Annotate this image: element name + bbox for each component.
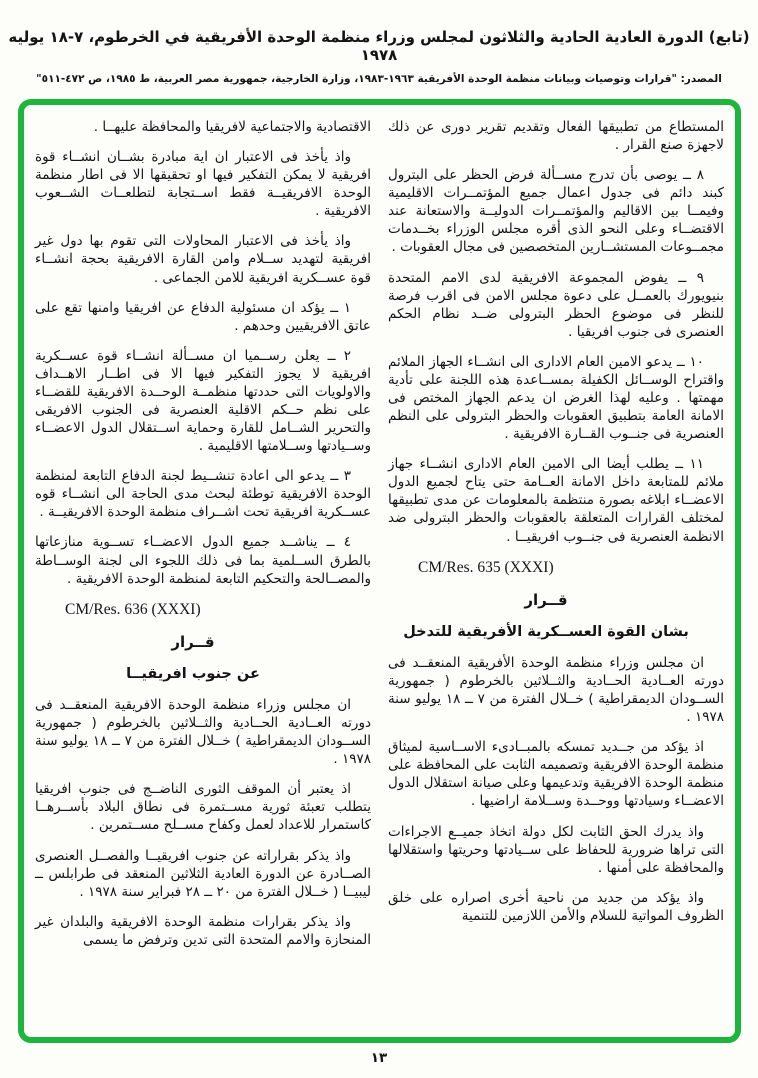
paragraph: ٩ ــ يفوض المجموعة الافريقية لدى الامم المتحدة بنيويورك بالعمــل على دعوة مجلس الامن فى اقرب فرصة للنظر فى موضوع الحظر البترولى ضــد نظام الحكم العنصرى فى جنوب افريقيا . xyxy=(388,269,724,340)
paragraph: الاقتصادية والاجتماعية لافريقيا والمحافظة عليهــا . xyxy=(93,119,371,135)
resolution-code-636: CM/Res. 636 (XXXI) xyxy=(65,600,201,618)
column-left xyxy=(35,118,371,1031)
paragraph: ٤ ــ يناشــد جميع الدول الاعضــاء تســوية منازعاتها بالطرق الســلمية بما فى ذلك اللجوء الى لجنة الوســاطة والمصــالحة والتحكيم التابعة لمنظمة الوحدة الافريقية . xyxy=(35,534,371,587)
paragraph: ١١ ــ يطلب أيضا الى الامين العام الادارى انشــاء جهاز ملائم للمتابعة داخل الامانة العــامة حتى يتاح لجميع الدول الاعضــاء ابلاغه بصورة منتظمة بالمعلومات عن مدى تطبيقها لمختلف القرارات المتعلقة بالعقوبات والحظر البترولى ضد الانظمة العنصرية فى جنــوب افريقيــا . xyxy=(388,456,724,545)
page-number: ١٣ xyxy=(370,1050,388,1066)
resolution-heading: قــرار xyxy=(524,591,568,610)
page-header xyxy=(0,28,758,85)
paragraph: ان مجلس وزراء منظمة الوحدة الأفريقية المنعقــد فى دورته العــادية الحــادية والثــلاثين بالخرطوم ( جمهورية الســودان الديمقراطية ) خــلال الفترة من ٧ ــ ١٨ يوليو سنة ١٩٧٨ . xyxy=(388,654,724,726)
header-session-title: (تابع) الدورة العادية الحادية والثلاثون لمجلس وزراء منظمة الوحدة الأفريقية في الخرطوم، ٧-١٨ يوليه ١٩٧٨ xyxy=(8,28,750,64)
paragraph: اذ يعتبر أن الموقف الثورى الناضــج فى جنوب افريقيا يتطلب تعبئة ثورية مســتمرة فى نطاق البلاد بأســرهــا كاستمرار للاعداد لعمل وكفاح مســلح مســتمرين . xyxy=(35,781,371,834)
paragraph: المستطاع من تطبيقها الفعال وتقديم تقرير دورى عن ذلك لاجهزة صنع القرار . xyxy=(388,119,724,154)
paragraph: واذ يأخذ فى الاعتبار المحاولات التى تقوم بها دول غير افريقية لتهديد ســلام وامن القارة الافريقية بحجة انشــاء قوة عســكرية افريقية للامن الجماعى . xyxy=(35,233,371,286)
header-source-citation: المصدر: "قرارات وتوصيات وبيانات منظمة الوحدة الأفريقية ١٩٦٣-١٩٨٣، وزارة الخارجية، جمهورية مصر العربية، ط ١٩٨٥، ص ٤٧٢-٥١١" xyxy=(36,73,722,85)
paragraph: ١ ــ يؤكد ان مسئولية الدفاع عن افريقيا وامنها تقع على عاتق الافريقيين وحدهم . xyxy=(35,299,371,334)
paragraph: ان مجلس وزراء منظمة الوحدة الافريقية المنعقــد فى دورته العــادية الحــادية والثــلاثين بالخرطوم ( جمهورية الســودان الديمقراطية ) خــلال الفترة من ٧ ــ ١٨ يوليو سنة ١٩٧٨ . xyxy=(35,697,371,768)
paragraph: واذ يدرك الحق الثابت لكل دولة اتخاذ جميــع الاجراءات التى تراها ضرورية للحفاظ على ســيادتها وحريتها واستقلالها والمحافظة على أمنها . xyxy=(388,823,724,876)
two-column-layout xyxy=(35,118,724,1031)
paragraph: واذ يؤكد من جديد من ناحية أخرى اصراره على خلق الظروف المواتية للسلام والأمن اللازمين للتنمية xyxy=(388,889,724,924)
paragraph: واذ يأخذ فى الاعتبار ان اية مبادرة بشــان انشــاء قوة افريقية لا يمكن التفكير فيها او تحقيقها الا فى اطار منظمة الوحدة الافريقيــة فقط اســتجابة لتطلعــات الشــعوب الافريقية . xyxy=(35,149,371,220)
paragraph: ٢ ــ يعلن رســميا ان مســألة انشــاء قوة عســكرية افريقية لا يجوز التفكير فيها الا فى اطــار الاهــداف والاولويات التى حددتها منظمــة الوحــدة الافريقية للقضــاء على نظم حــكم الاقلية العنصرية فى الجنوب الافريقى والتحرير الشــامل للقارة وحماية اســتقلال الدول الاعضــاء وســيادتها وســلامتها الاقليمية . xyxy=(35,347,371,455)
resolution-heading: قــرار xyxy=(171,633,215,652)
paragraph: ٨ ــ يوصى بأن تدرج مســألة فرض الحظر على البترول كبند دائم فى جدول اعمال جميع المؤتمــرات الاقليمية وفيمــا بين الاقاليم والمؤتمــرات الدوليــة والاستعانة عند الاقتضــاء وعلى النحو الذى أقره مجلس الوزراء بخــدمات مجمــوعات المستشــارين المتخصصين فى مجال العقوبات . xyxy=(388,167,724,256)
green-border-frame xyxy=(18,99,741,1043)
resolution-subject: بشان القوة العســكرية الأفريقية للتدخل xyxy=(403,623,689,640)
paragraph: واذ يذكر بقراراته عن جنوب افريقيــا والفصــل العنصرى الصــادرة عن الدورة العادية الثلاثين المنعقد فى طرابلس ــ ليبيــا ( خــلال الفترة من ٢٠ ــ ٢٨ فبراير سنة ١٩٧٨ . xyxy=(35,847,371,900)
resolution-subject: عن جنوب افريقيــا xyxy=(126,665,260,682)
paragraph: واذ يذكر بقرارات منظمة الوحدة الافريقية والبلدان غير المنحازة والامم المتحدة التى تدين وترفض ما يسمى xyxy=(35,913,371,948)
paragraph: ٣ ــ يدعو الى اعادة تنشــيط لجنة الدفاع التابعة لمنظمة الوحدة الافريقية توطئة لبحث مدى الحاجة الى انشــاء قوه عســكرية افريقية تحت اشــراف منظمة الوحدة الافريقيــة . xyxy=(35,468,371,521)
paragraph: ١٠ ــ يدعو الامين العام الادارى الى انشــاء الجهاز الملائم واقتراح الوســائل الكفيلة بمســاعدة هذه اللجنة على تأدية مهمتها . وعليه لهذا الغرض ان يدعم الجهاز المختص فى الامانة العامة بتطبيق العقوبات والحظر البترولى على النظم العنصرية فى جنــوب القــارة الافريقية . xyxy=(388,353,724,443)
resolution-code-635: CM/Res. 635 (XXXI) xyxy=(418,558,554,576)
paragraph: اذ يؤكد من جــديد تمسكه بالمبــادىء الاســاسية لميثاق منظمة الوحدة الافريقية وتصميمه الثابت على المحافظة على منظمة الوحدة الافريقية وتدعيمها وعلى صيانة استقلال الدول الاعضــاء وسيادتها ووحــدة وســلامة اراضيها . xyxy=(388,739,724,810)
column-right xyxy=(388,118,724,1031)
